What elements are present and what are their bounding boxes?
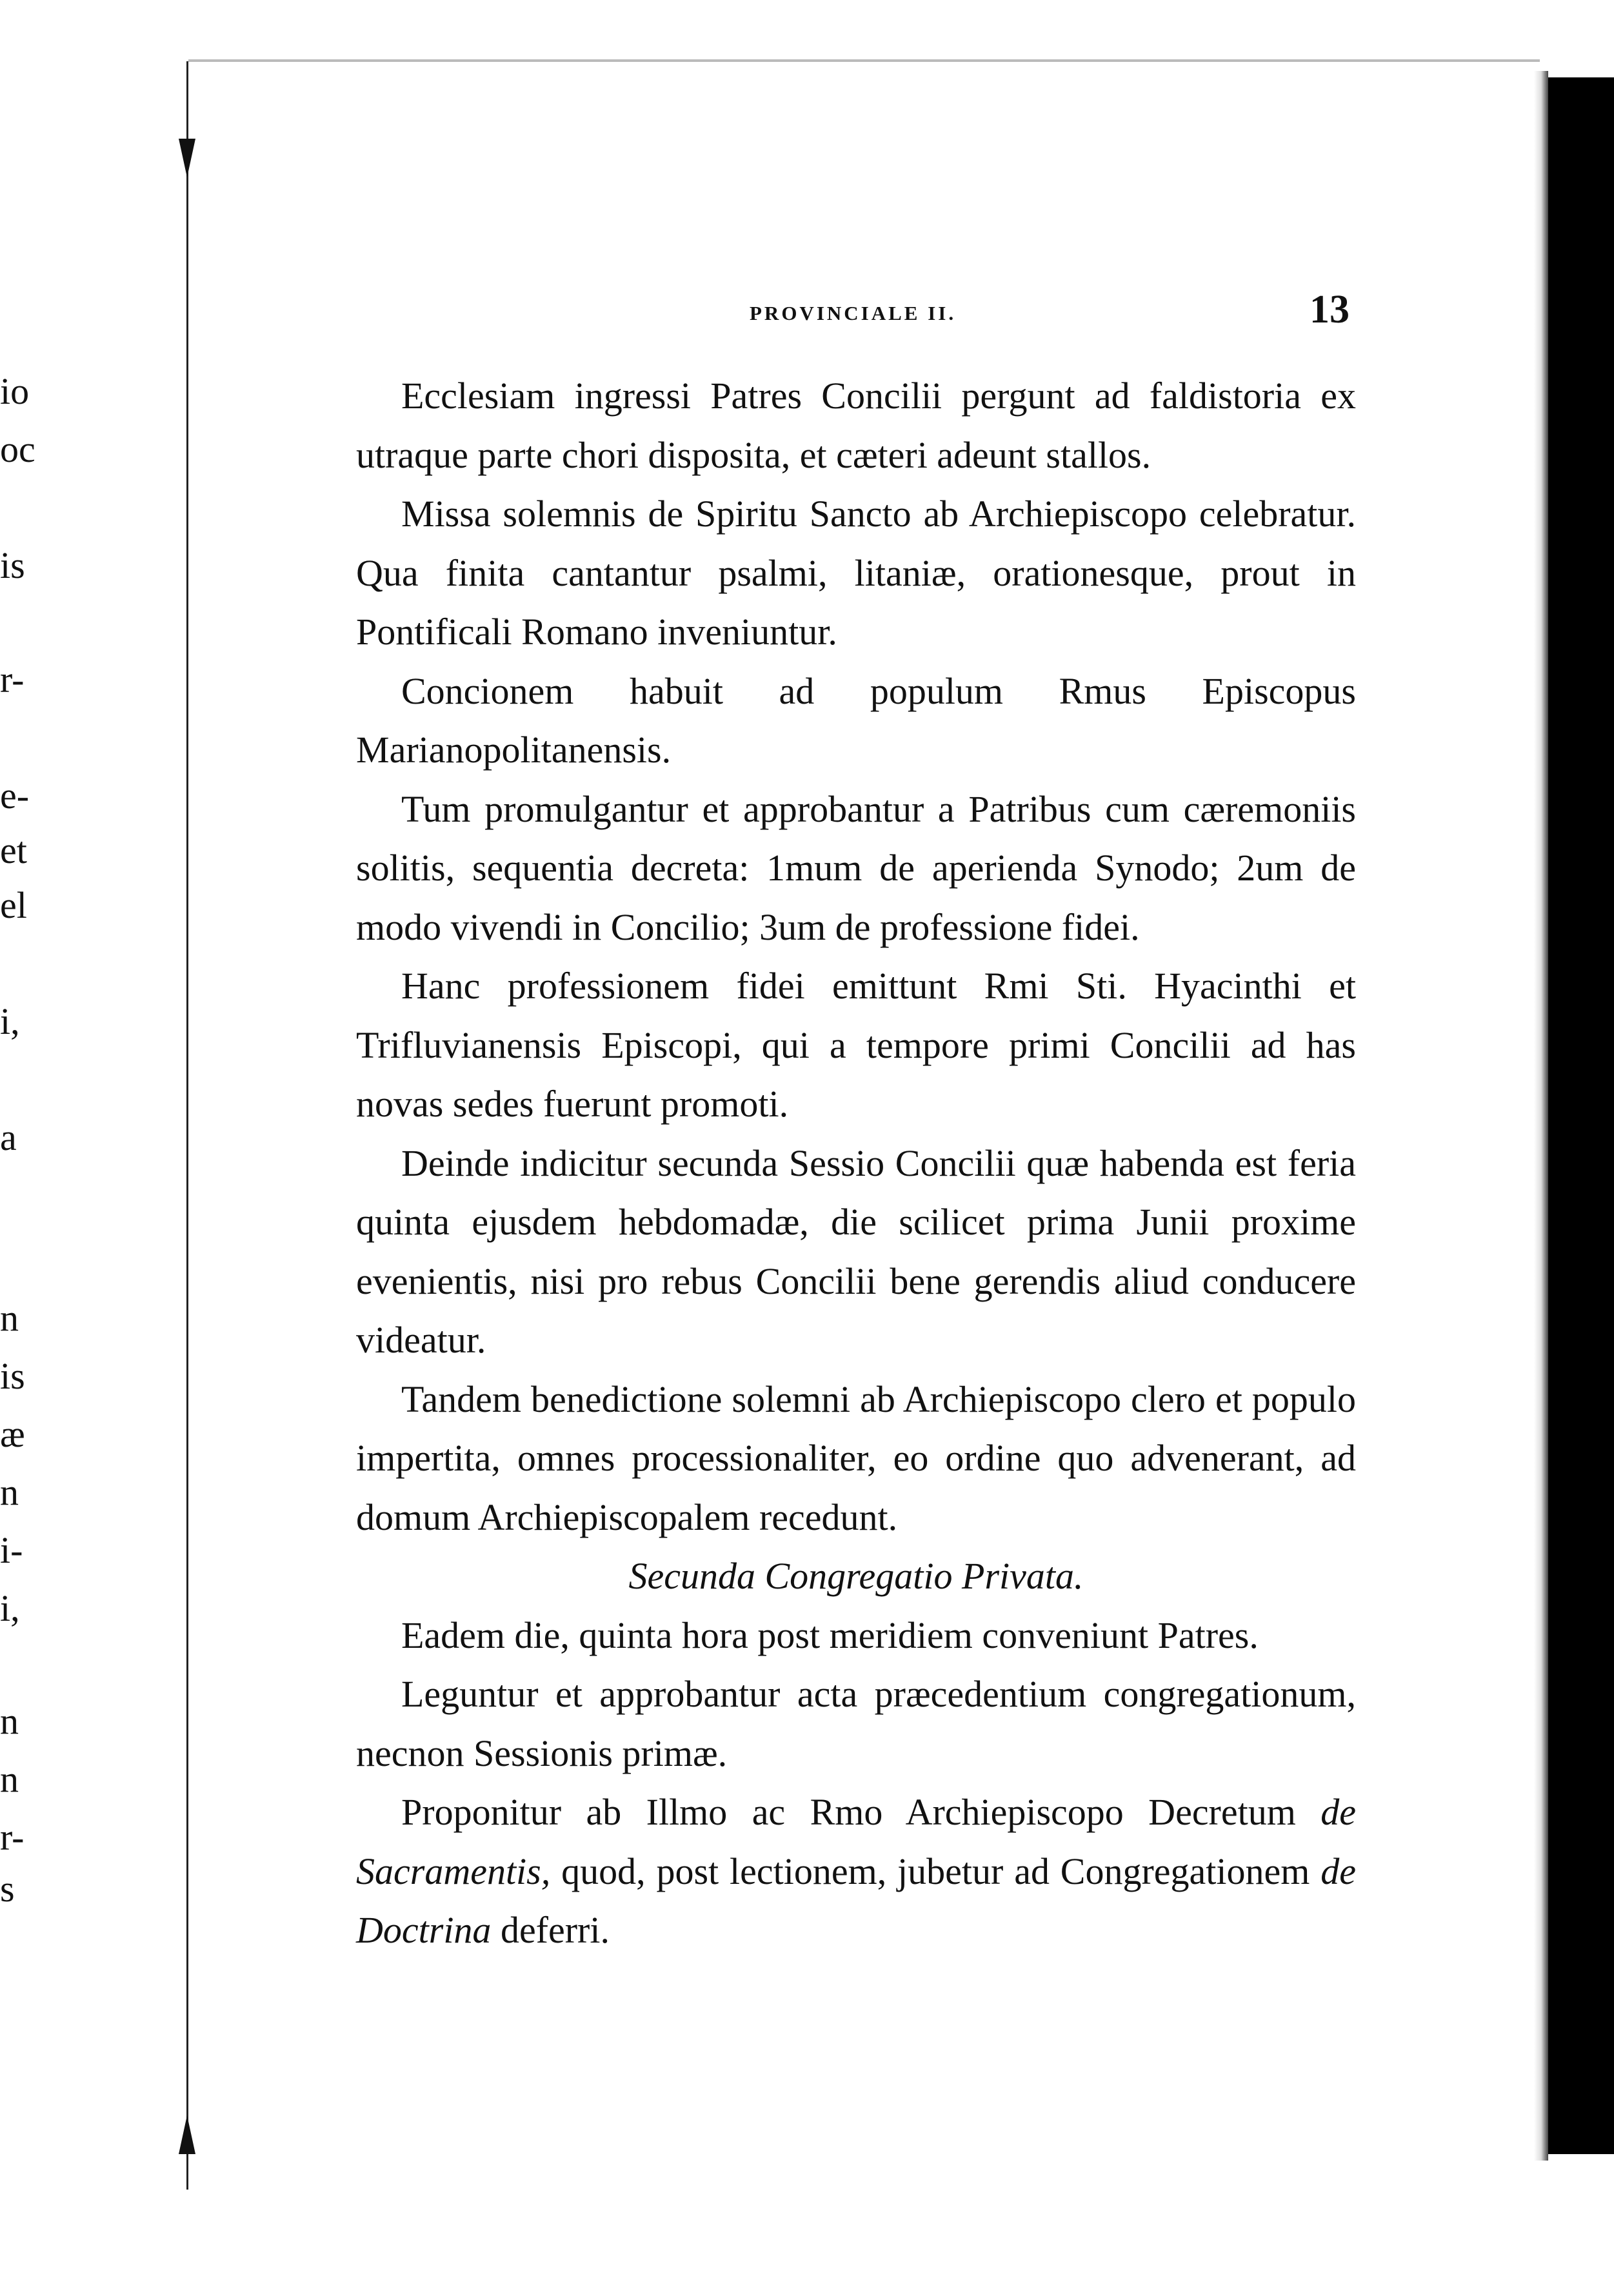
facing-fragment: oc <box>0 428 35 470</box>
page-right-edge-shadow <box>1534 71 1548 2161</box>
binding-gutter-line <box>186 61 188 2190</box>
scan-border-right <box>1548 77 1614 2154</box>
paragraph: Deinde indicitur secunda Sessio Concilii quæ habenda est feria quinta ejusdem hebdomadæ, die scilicet prima Junii proxime evenientis, nisi pro rebus Concilii bene gerendis aliud conducere videatur. <box>356 1142 1356 1361</box>
facing-fragment: æ <box>0 1413 25 1455</box>
facing-fragment: is <box>0 544 25 586</box>
facing-fragment: io <box>0 370 30 412</box>
italic-term: de Doctrina <box>356 1850 1356 1951</box>
running-head: PROVINCIALE II. <box>750 302 957 324</box>
paragraph: Concionem habuit ad populum Rmus Episcopus Marianopolitanensis. <box>356 669 1356 771</box>
facing-fragment: i- <box>0 1529 23 1571</box>
paragraph: Missa solemnis de Spiritu Sancto ab Archiepiscopo celebratur. Qua finita cantantur psalmi, litaniæ, orationesque, prout in Pontificali Romano inveniuntur. <box>356 493 1356 653</box>
page-number: 13 <box>1310 288 1350 332</box>
gutter-marker-bottom <box>179 2115 195 2154</box>
facing-fragment: r- <box>0 658 25 700</box>
facing-fragment: e- <box>0 775 30 816</box>
facing-fragment: i, <box>0 1000 20 1042</box>
facing-page-fragments <box>0 0 174 2296</box>
paragraph: Leguntur et approbantur acta præcedentium congregationum, necnon Sessionis primæ. <box>356 1673 1356 1774</box>
facing-fragment: i, <box>0 1587 20 1629</box>
facing-fragment: n <box>0 1758 19 1800</box>
paragraph: Tandem benedictione solemni ab Archiepiscopo clero et populo impertita, omnes processionaliter, eo ordine quo advenerant, ad domum Archiepiscopalem recedunt. <box>356 1378 1356 1538</box>
paragraph-text: quod, post lectionem, jubetur ad Congregationem <box>550 1850 1321 1892</box>
paragraph: Eadem die, quinta hora post meridiem conveniunt Patres. <box>401 1614 1259 1656</box>
italic-term: de Sacramentis, <box>356 1791 1356 1892</box>
paragraph: Tum promulgantur et approbantur a Patribus cum cæremoniis solitis, sequentia decreta: 1mum de aperienda Synodo; 2um de modo vivendi in Concilio; 3um de professione fidei. <box>356 787 1356 948</box>
facing-fragment: a <box>0 1116 17 1158</box>
gutter-marker-top <box>179 139 195 177</box>
section-heading: Secunda Congregatio Privata. <box>628 1555 1084 1597</box>
paragraph: Ecclesiam ingressi Patres Concilii pergunt ad faldistoria ex utraque parte chori disposita, et cæteri adeunt stallos. <box>356 375 1356 476</box>
facing-fragment: s <box>0 1868 15 1910</box>
facing-fragment: et <box>0 829 27 871</box>
facing-fragment: el <box>0 884 27 926</box>
facing-fragment: is <box>0 1355 25 1397</box>
paragraph-text: deferri. <box>491 1909 610 1951</box>
page-top-edge <box>188 59 1540 62</box>
paragraph-text: Proponitur ab Illmo ac Rmo Archiepiscopo Decretum <box>401 1791 1321 1833</box>
facing-fragment: n <box>0 1700 19 1742</box>
body-text <box>356 366 1356 1960</box>
paragraph: Hanc professionem fidei emittunt Rmi Sti. Hyacinthi et Trifluvianensis Episcopi, qui a tempore primi Concilii ad has novas sedes fuerunt promoti. <box>356 965 1356 1125</box>
facing-fragment: r- <box>0 1816 25 1858</box>
facing-fragment: n <box>0 1471 19 1513</box>
paragraph-last <box>356 1783 1356 1960</box>
facing-fragment: n <box>0 1297 19 1339</box>
